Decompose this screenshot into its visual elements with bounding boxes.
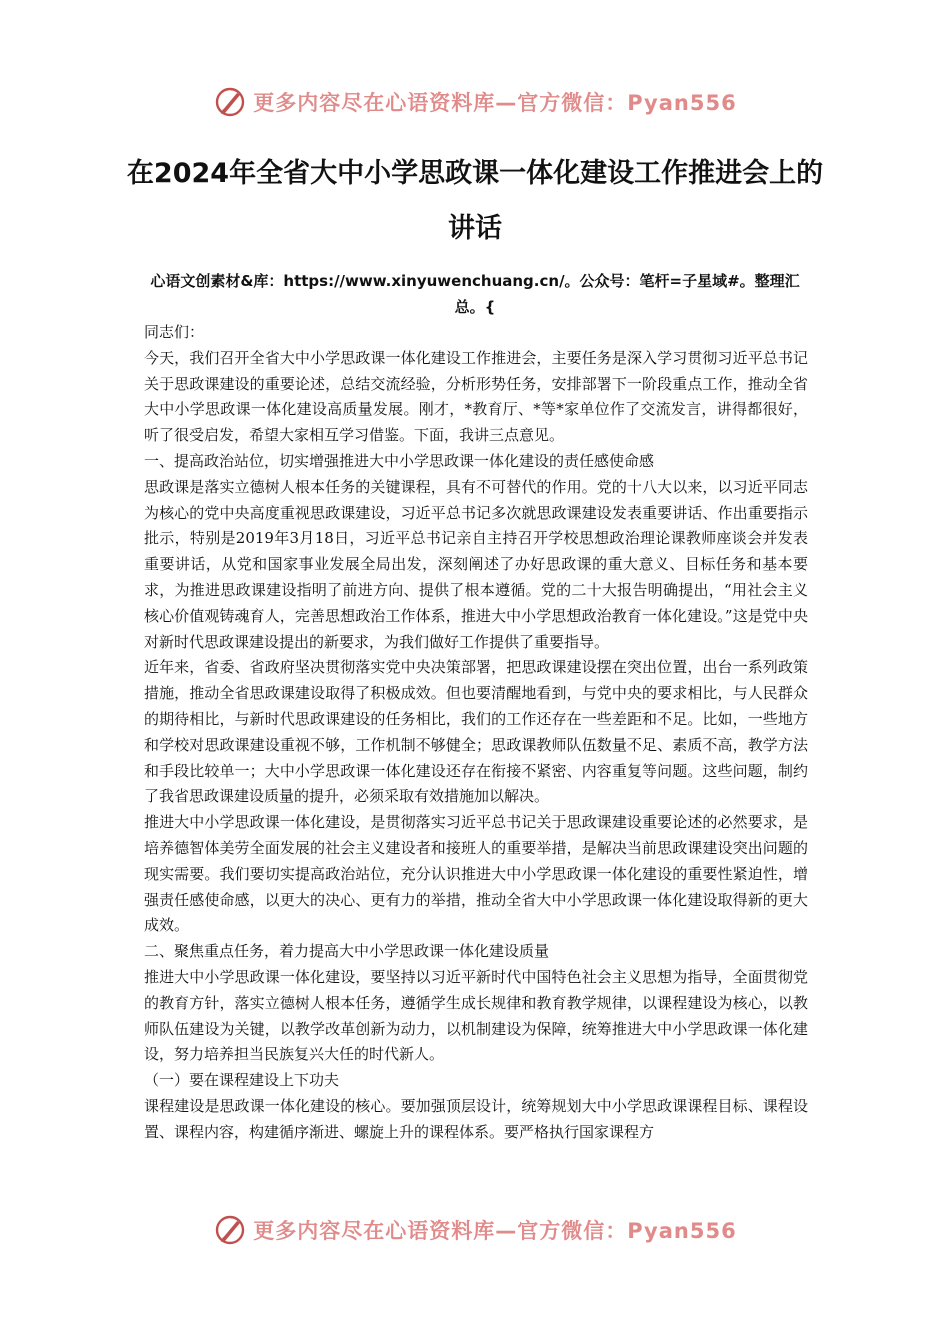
- paragraph: 思政课是落实立德树人根本任务的关键课程，具有不可替代的作用。党的十八大以来，以习近平同志为核心的党中央高度重视思政课建设，习近平总书记多次就思政课建设发表重要讲话、作出重要指示批示，特别是2019年3月18日，习近平总书记亲自主持召开学校思想政治理论课教师座谈会并发表重要讲话，从党和国家事业发展全局出发，深刻阐述了办好思政课的重大意义、目标任务和基本要求，为推进思政课建设指明了前进方向、提供了根本遵循。党的二十大报告明确提出，“用社会主义核心价值观铸魂育人，完善思想政治工作体系，推进大中小学思想政治教育一体化建设。”这是党中央对新时代思政课建设提出的新要求，为我们做好工作提供了重要指导。: [144, 477, 808, 651]
- section-heading: 一、提高政治站位，切实增强推进大中小学思政课一体化建设的责任感使命感: [144, 451, 655, 470]
- paragraph: 课程建设是思政课一体化建设的核心。要加强顶层设计，统筹规划大中小学思政课课程目标、课程设置、课程内容，构建循序渐进、螺旋上升的课程体系。要严格执行国家课程方: [144, 1096, 808, 1141]
- source-line: 心语文创素材&库：https://www.xinyuwenchuang.cn/。公众号：笔杆=子星域#。整理汇总。{: [150, 272, 800, 316]
- pen-logo-icon: [213, 1212, 249, 1248]
- banner-text: 更多内容尽在心语资料库—官方微信：Pyan556: [253, 1219, 737, 1243]
- footer-banner: [0, 1210, 950, 1250]
- paragraph: 同志们：: [144, 323, 205, 341]
- header-banner: [0, 82, 950, 122]
- section-heading: 二、聚焦重点任务，着力提高大中小学思政课一体化建设质量: [144, 942, 550, 961]
- banner-text: 更多内容尽在心语资料库—官方微信：Pyan556: [253, 91, 737, 115]
- subsection-heading: （一）要在课程建设上下功夫: [144, 1071, 340, 1090]
- paragraph: 推进大中小学思政课一体化建设，是贯彻落实习近平总书记关于思政课建设重要论述的必然要求，是培养德智体美劳全面发展的社会主义建设者和接班人的重要举措，是解决当前思政课建设突出问题的现实需要。我们要切实提高政治站位，充分认识推进大中小学思政课一体化建设的重要性紧迫性，增强责任感使命感，以更大的决心、更有力的举措，推动全省大中小学思政课一体化建设取得新的更大成效。: [144, 813, 808, 935]
- pen-logo-icon: [213, 84, 249, 120]
- document-body: [144, 320, 808, 1146]
- paragraph: 近年来，省委、省政府坚决贯彻落实党中央决策部署，把思政课建设摆在突出位置，出台一系列政策措施，推动全省思政课建设取得了积极成效。但也要清醒地看到，与党中央的要求相比，与人民群众的期待相比，与新时代思政课建设的任务相比，我们的工作还存在一些差距和不足。比如，一些地方和学校对思政课建设重视不够，工作机制不够健全；思政课教师队伍数量不足、素质不高，教学方法和手段比较单一；大中小学思政课一体化建设还存在衔接不紧密、内容重复等问题。这些问题，制约了我省思政课建设质量的提升，必须采取有效措施加以解决。: [144, 658, 808, 806]
- paragraph: 今天，我们召开全省大中小学思政课一体化建设工作推进会，主要任务是深入学习贯彻习近平总书记关于思政课建设的重要论述，总结交流经验，分析形势任务，安排部署下一阶段重点工作，推动全省大中小学思政课一体化建设高质量发展。刚才，*教育厅、*等*家单位作了交流发言，讲得都很好，听了很受启发，希望大家相互学习借鉴。下面，我讲三点意见。: [144, 348, 808, 445]
- page-title: 在2024年全省大中小学思政课一体化建设工作推进会上的讲话: [126, 158, 824, 244]
- paragraph: 推进大中小学思政课一体化建设，要坚持以习近平新时代中国特色社会主义思想为指导，全面贯彻党的教育方针，落实立德树人根本任务，遵循学生成长规律和教育教学规律，以课程建设为核心，以教师队伍建设为关键，以教学改革创新为动力，以机制建设为保障，统筹推进大中小学思政课一体化建设，努力培养担当民族复兴大任的时代新人。: [144, 967, 808, 1064]
